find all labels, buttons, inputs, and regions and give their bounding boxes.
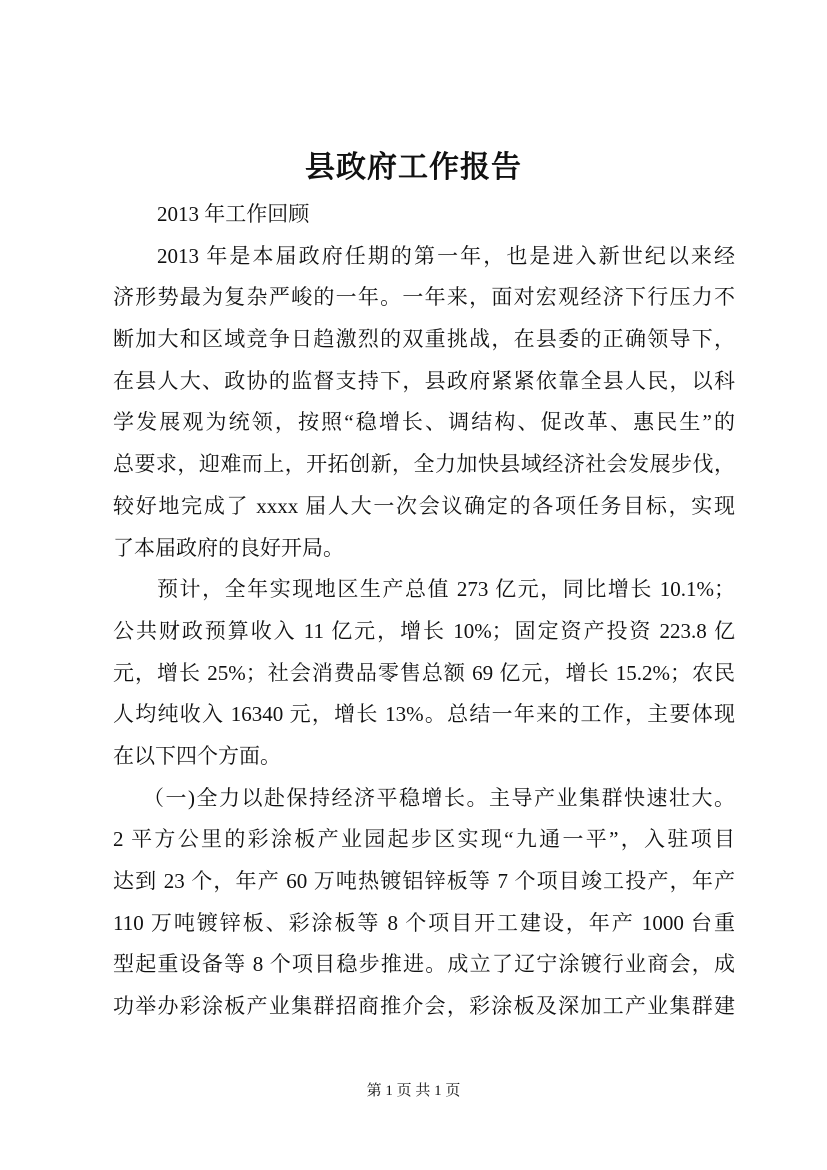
document-body [113,194,735,1028]
paragraph [113,569,735,777]
paragraph-line: 了本届政府的良好开局。 [113,535,344,560]
paragraph-line: 达到 23 个，年产 60 万吨热镀铝锌板等 7 个项目竣工投产，年产 [113,869,735,893]
paragraph-line: 2013 年是本届政府任期的第一年，也是进入新世纪以来经 [157,243,735,268]
paragraph-line: 预计，全年实现地区生产总值 273 亿元，同比增长 10.1%； [157,577,735,602]
section-heading: 2013 年工作回顾 [157,202,310,226]
paragraph-line: 学发展观为统领，按照“稳增长、调结构、促改革、惠民生”的 [113,410,735,435]
document-title: 县政府工作报告 [305,151,522,184]
paragraph-line: 总要求，迎难而上，开拓创新，全力加快县域经济社会发展步伐， [113,452,735,477]
paragraph-line: 济形势最为复杂严峻的一年。一年来，面对宏观经济下行压力不 [113,285,735,310]
paragraph-line: 断加大和区域竞争日趋激烈的双重挑战，在县委的正确领导下， [113,327,735,352]
paragraph-line: 功举办彩涂板产业集群招商推介会，彩涂板及深加工产业集群建 [113,994,735,1019]
paragraph-line: 人均纯收入 16340 元，增长 13%。总结一年来的工作，主要体现 [113,702,735,727]
page-footer: 第 1 页 共 1 页 [366,1083,461,1099]
paragraph-line: 在以下四个方面。 [113,743,281,768]
paragraph-line: 在县人大、政协的监督支持下，县政府紧紧依靠全县人民，以科 [113,368,735,393]
paragraph-line: 较好地完成了 xxxx 届人大一次会议确定的各项任务目标，实现 [113,493,735,518]
paragraph [113,778,735,1028]
paragraph-line: 2 平方公里的彩涂板产业园起步区实现“九通一平”，入驻项目 [113,827,735,852]
paragraph [113,236,735,570]
paragraph-line: 110 万吨镀锌板、彩涂板等 8 个项目开工建设，年产 1000 台重 [113,910,735,935]
paragraph-line: 公共财政预算收入 11 亿元，增长 10%；固定资产投资 223.8 亿 [113,618,735,643]
paragraph-line: 元，增长 25%；社会消费品零售总额 69 亿元，增长 15.2%；农民 [113,660,735,685]
paragraph-line: （一)全力以赴保持经济平稳增长。主导产业集群快速壮大。 [143,785,735,810]
paragraph-line: 型起重设备等 8 个项目稳步推进。成立了辽宁涂镀行业商会，成 [113,952,735,977]
